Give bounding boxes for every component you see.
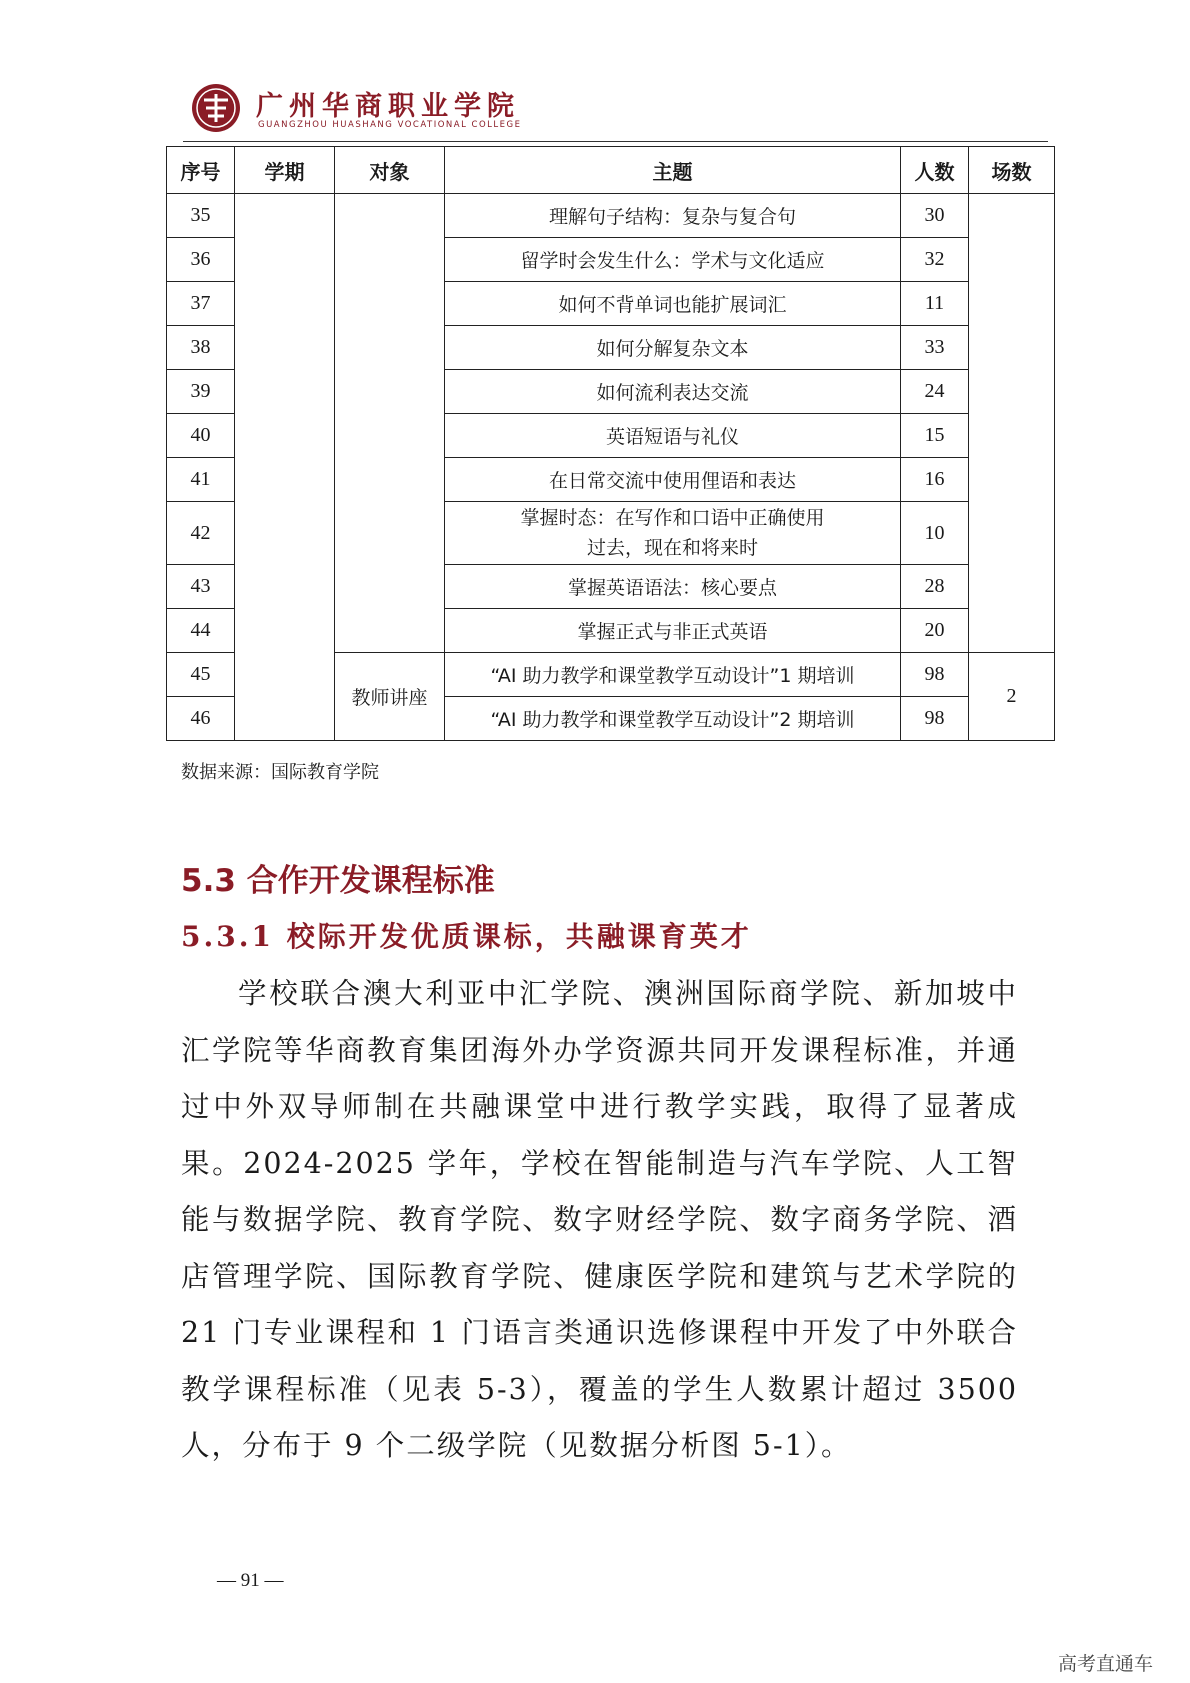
- teacher-lecture-cell: 教师讲座: [335, 653, 445, 741]
- row-count: 98: [901, 697, 969, 741]
- col-header-term: 学期: [235, 147, 335, 194]
- row-topic: 掌握正式与非正式英语: [445, 609, 901, 653]
- col-header-sessions: 场数: [969, 147, 1055, 194]
- subsection-heading: 5.3.1 校际开发优质课标，共融课育英才: [181, 920, 752, 953]
- col-header-no: 序号: [167, 147, 235, 194]
- row-topic-line1: 掌握时态：在写作和口语中正确使用: [520, 507, 825, 529]
- row-topic: 如何不背单词也能扩展词汇: [445, 282, 901, 326]
- college-name-en: GUANGZHOU HUASHANG VOCATIONAL COLLEGE: [258, 120, 522, 130]
- row-no: 39: [167, 370, 235, 414]
- row-topic-line2: 过去，现在和将来时: [586, 537, 758, 559]
- row-count: 33: [901, 326, 969, 370]
- row-no: 38: [167, 326, 235, 370]
- row-no: 37: [167, 282, 235, 326]
- college-seal-icon: [190, 82, 242, 134]
- header-rule: [183, 141, 1048, 142]
- row-count: 15: [901, 414, 969, 458]
- row-count: 28: [901, 565, 969, 609]
- row-topic: 留学时会发生什么：学术与文化适应: [445, 238, 901, 282]
- table-row: [167, 194, 1055, 238]
- row-topic: 在日常交流中使用俚语和表达: [445, 458, 901, 502]
- row-count: 20: [901, 609, 969, 653]
- data-source-note: 数据来源：国际教育学院: [181, 762, 379, 783]
- lecture-table: [166, 146, 1055, 741]
- term-cell: [235, 194, 335, 741]
- row-no: 40: [167, 414, 235, 458]
- row-no: 35: [167, 194, 235, 238]
- sessions-cell: [969, 194, 1055, 653]
- row-topic: “AI 助力教学和课堂教学互动设计”1 期培训: [445, 653, 901, 697]
- col-header-topic: 主题: [445, 147, 901, 194]
- table-header-row: [167, 147, 1055, 194]
- section-heading: 5.3 合作开发课程标准: [181, 863, 495, 899]
- row-no: 43: [167, 565, 235, 609]
- page-header: [190, 80, 890, 140]
- row-topic: [445, 502, 901, 565]
- row-topic: 理解句子结构：复杂与复合句: [445, 194, 901, 238]
- col-header-audience: 对象: [335, 147, 445, 194]
- row-count: 98: [901, 653, 969, 697]
- row-topic: 如何分解复杂文本: [445, 326, 901, 370]
- row-count: 10: [901, 502, 969, 565]
- row-count: 32: [901, 238, 969, 282]
- teacher-sessions-cell: 2: [969, 653, 1055, 741]
- row-count: 11: [901, 282, 969, 326]
- row-no: 45: [167, 653, 235, 697]
- row-topic: 英语短语与礼仪: [445, 414, 901, 458]
- row-count: 30: [901, 194, 969, 238]
- row-topic: “AI 助力教学和课堂教学互动设计”2 期培训: [445, 697, 901, 741]
- row-no: 42: [167, 502, 235, 565]
- row-no: 41: [167, 458, 235, 502]
- row-count: 24: [901, 370, 969, 414]
- watermark-text: 高考直通车: [1058, 1653, 1154, 1675]
- row-no: 36: [167, 238, 235, 282]
- row-no: 44: [167, 609, 235, 653]
- body-paragraph: 学校联合澳大利亚中汇学院、澳洲国际商学院、新加坡中汇学院等华商教育集团海外办学资源共同开发课程标准，并通过中外双导师制在共融课堂中进行教学实践，取得了显著成果。2024-2025 学年，学校在智能制造与汽车学院、人工智能与数据学院、教育学院、数字财经学院、数字商务学院、酒店管理学院、国际教育学院、健康医学院和建筑与艺术学院的 21 门专业课程和 1 门语言类通识选修课程中开发了中外联合教学课程标准（见表 5-3），覆盖的学生人数累计超过 3500 人，分布于 9 个二级学院（见数据分析图 5-1）。: [181, 977, 1018, 1462]
- row-topic: 如何流利表达交流: [445, 370, 901, 414]
- page-number: — 91 —: [217, 1570, 284, 1591]
- college-name-cn: 广州华商职业学院: [256, 91, 520, 122]
- audience-cell: [335, 194, 445, 653]
- col-header-count: 人数: [901, 147, 969, 194]
- row-no: 46: [167, 697, 235, 741]
- row-count: 16: [901, 458, 969, 502]
- row-topic: 掌握英语语法：核心要点: [445, 565, 901, 609]
